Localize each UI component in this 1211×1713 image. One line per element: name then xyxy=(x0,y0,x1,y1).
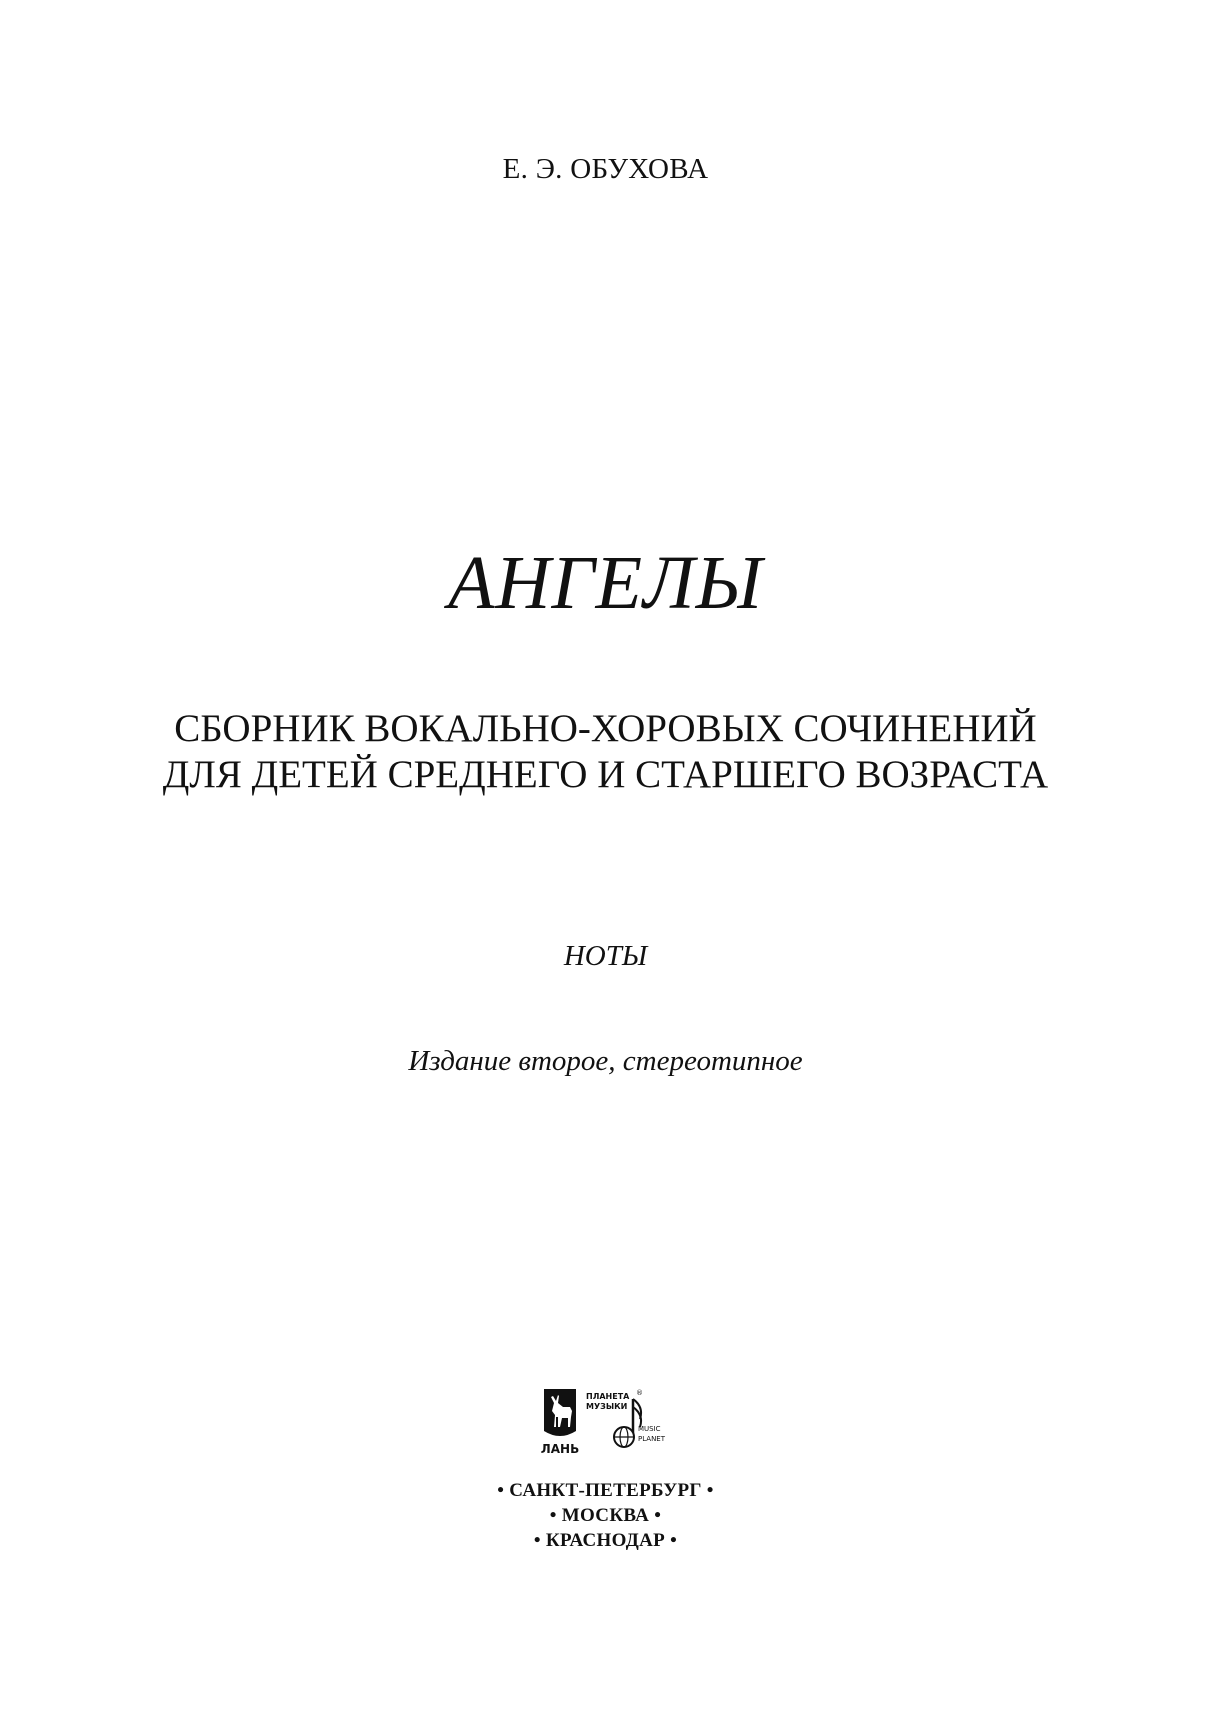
svg-text:PLANET: PLANET xyxy=(638,1435,666,1443)
svg-text:ПЛАНЕТА: ПЛАНЕТА xyxy=(586,1392,630,1401)
lan-logo-icon xyxy=(541,1389,579,1456)
imprint-city-3: • КРАСНОДАР • xyxy=(533,1530,678,1551)
subtitle-line-2: ДЛЯ ДЕТЕЙ СРЕДНЕГО И СТАРШЕГО ВОЗРАСТА xyxy=(162,753,1049,796)
svg-text:МУЗЫКИ: МУЗЫКИ xyxy=(586,1402,628,1411)
imprint-city-1: • САНКТ-ПЕТЕРБУРГ • xyxy=(497,1480,714,1501)
imprint-city-2: • МОСКВА • xyxy=(549,1505,662,1526)
subtitle-line-1: СБОРНИК ВОКАЛЬНО-ХОРОВЫХ СОЧИНЕНИЙ xyxy=(174,707,1037,750)
planet-music-logo-icon xyxy=(586,1389,666,1447)
svg-text:®: ® xyxy=(636,1389,643,1397)
svg-text:MUSIC: MUSIC xyxy=(638,1425,661,1433)
book-subtitle xyxy=(0,706,1211,798)
genre-label: НОТЫ xyxy=(563,940,648,972)
edition-note: Издание второе, стереотипное xyxy=(408,1045,803,1077)
publisher-logo xyxy=(540,1385,690,1475)
book-title: АНГЕЛЫ xyxy=(448,541,763,625)
svg-text:ЛАНЬ: ЛАНЬ xyxy=(540,1442,580,1456)
author-name: Е. Э. ОБУХОВА xyxy=(502,153,709,185)
